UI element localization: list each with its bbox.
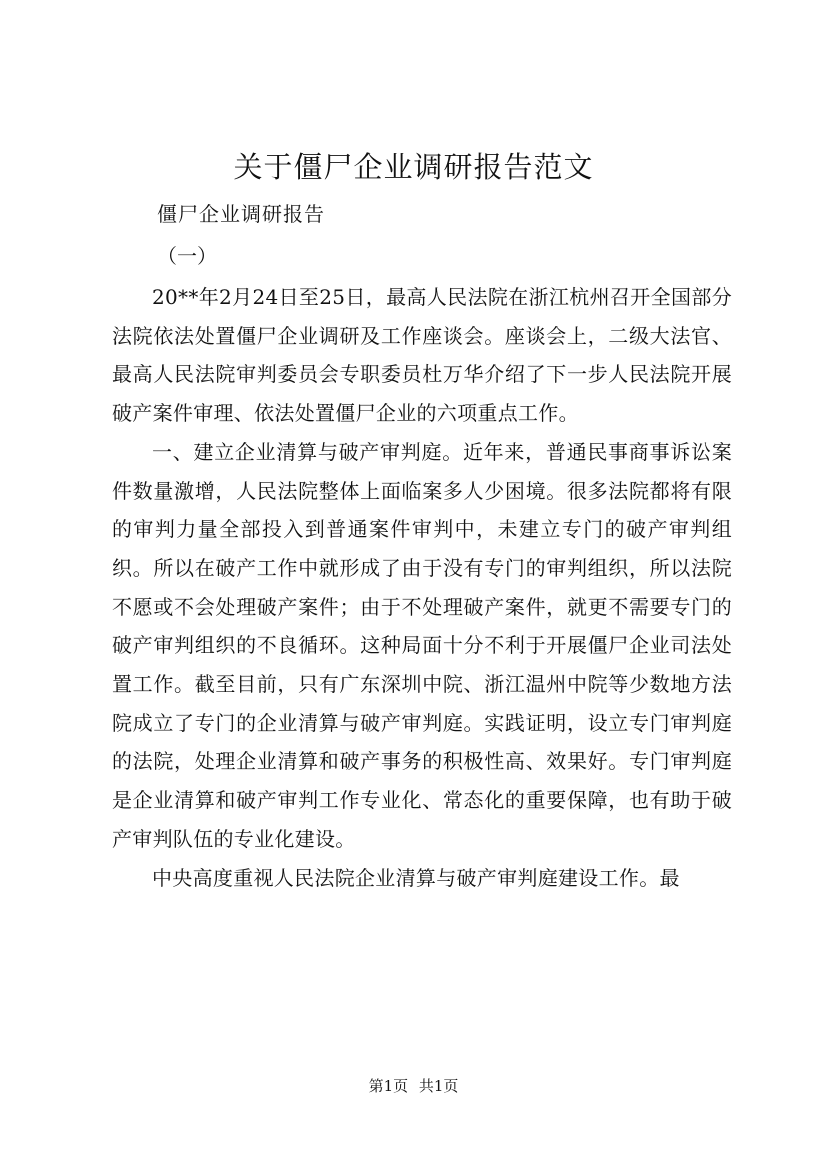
- document-body: [112, 278, 732, 897]
- document-subtitle: 僵尸企业调研报告: [157, 202, 325, 226]
- section-marker: （一）: [157, 244, 217, 268]
- paragraph: 一、建立企业清算与破产审判庭。近年来，普通民事商事诉讼案件数量激增，人民法院整体上面临案多人少困境。很多法院都将有限的审判力量全部投入到普通案件审判中，未建立专门的破产审判组织。所以在破产工作中就形成了由于没有专门的审判组织，所以法院不愿或不会处理破产案件；由于不处理破产案件，就更不需要专门的破产审判组织的不良循环。这种局面十分不利于开展僵尸企业司法处置工作。截至目前，只有广东深圳中院、浙江温州中院等少数地方法院成立了专门的企业清算与破产审判庭。实践证明，设立专门审判庭的法院，处理企业清算和破产事务的积极性高、效果好。专门审判庭是企业清算和破产审判工作专业化、常态化的重要保障，也有助于破产审判队伍的专业化建设。: [112, 439, 732, 851]
- paragraph: 20**年2月24日至25日，最高人民法院在浙江杭州召开全国部分法院依法处置僵尸企业调研及工作座谈会。座谈会上，二级大法官、最高人民法院审判委员会专职委员杜万华介绍了下一步人民法院开展破产案件审理、依法处置僵尸企业的六项重点工作。: [112, 285, 732, 426]
- paragraph: 中央高度重视人民法院企业清算与破产审判庭建设工作。最: [152, 865, 680, 890]
- page-footer: 第1页 共1页: [368, 1077, 459, 1095]
- document-title: 关于僵尸企业调研报告范文: [233, 150, 594, 184]
